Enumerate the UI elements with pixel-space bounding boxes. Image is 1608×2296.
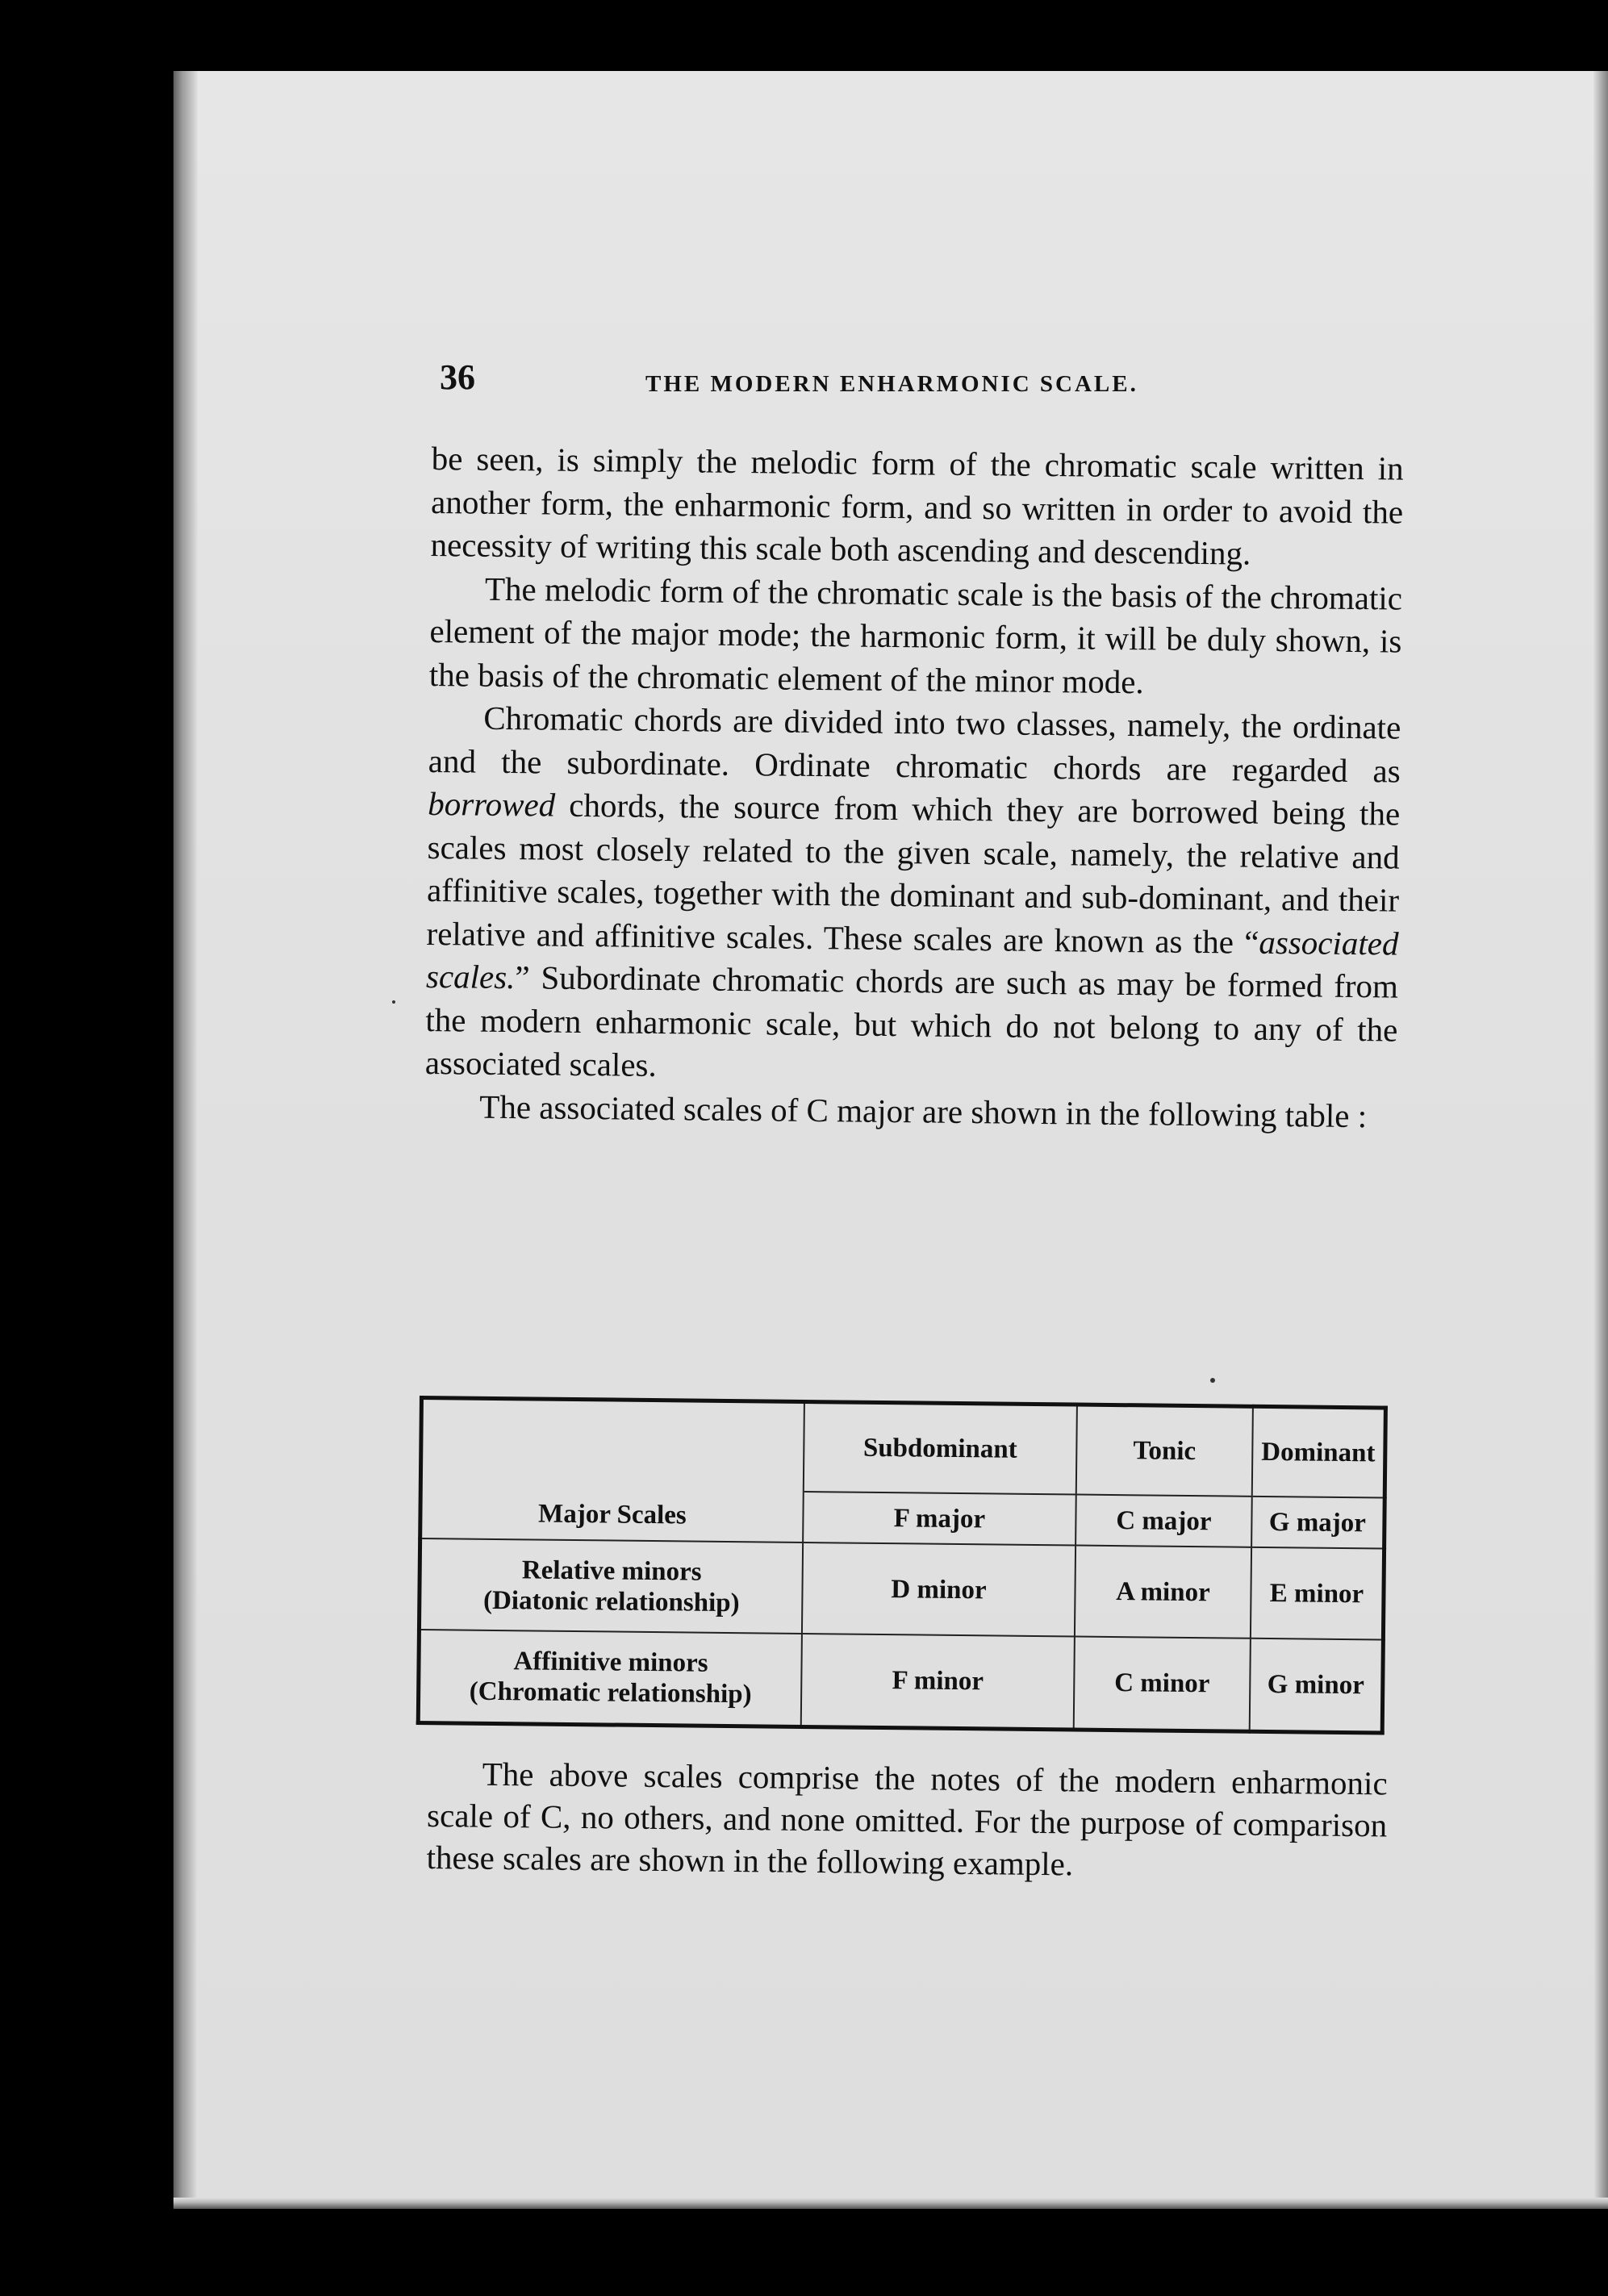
row-label-line-2: (Diatonic relationship) <box>482 1585 740 1618</box>
page-binding-edge <box>173 71 198 2209</box>
column-header-dominant: Dominant <box>1252 1406 1386 1497</box>
closing-text <box>426 1752 1388 1888</box>
row-label-line-1: Affinitive minors <box>513 1647 708 1678</box>
column-header-tonic: Tonic <box>1076 1405 1253 1497</box>
row-label-major-scales <box>420 1488 804 1542</box>
table-cell: E minor <box>1251 1547 1385 1640</box>
table-cell: C major <box>1075 1495 1252 1547</box>
body-text <box>424 437 1404 1138</box>
emphasis-borrowed: borrowed <box>428 784 556 824</box>
table-cell: F major <box>803 1492 1076 1546</box>
paragraph-3-part-c: ” Subordinate chromatic chords are such as may be formed from the modern enharmonic scale, but which do not belong to any of the associated scales. <box>424 958 1399 1083</box>
page-bottom-edge <box>173 2198 1608 2209</box>
row-label-line-2: (Chromatic relationship) <box>469 1676 752 1709</box>
row-label-line-1: Major Scales <box>537 1499 687 1530</box>
scan-speck <box>1210 1378 1215 1383</box>
table-cell: A minor <box>1075 1546 1251 1639</box>
paragraph-3 <box>425 696 1401 1095</box>
emphasis-associated-scales: associated scales. <box>425 923 1399 996</box>
table-header-row <box>420 1398 1385 1498</box>
table-cell: G minor <box>1250 1639 1384 1733</box>
page-right-edge <box>1593 71 1608 2209</box>
paragraph-3-part-a: Chromatic chords are divided into two classes, namely, the ordinate and the subordinate. Ordinate chromatic chords are regarded as <box>428 699 1401 790</box>
table-cell: D minor <box>802 1542 1075 1637</box>
table-cell: C minor <box>1074 1637 1251 1731</box>
page-number: 36 <box>440 357 475 397</box>
running-title: THE MODERN ENHARMONIC SCALE. <box>645 371 1138 397</box>
running-header <box>440 357 1400 405</box>
associated-scales-table-wrap <box>416 1396 1388 1735</box>
paragraph-1: be seen, is simply the melodic form of the chromatic scale written in another form, the enharmonic form, and so written in order to avoid the necessity of writing this scale both ascending and descending. <box>430 439 1404 572</box>
column-header-subdominant: Subdominant <box>804 1401 1077 1494</box>
row-label-line-1: Relative minors <box>521 1555 702 1587</box>
scan-speck <box>392 1000 395 1004</box>
table-row <box>419 1538 1384 1640</box>
paragraph-4: The associated scales of C major are shown in the following table : <box>479 1087 1368 1134</box>
paragraph-5: The above scales comprise the notes of the modern enharmonic scale of C, no others, and none omitted. For the purpose of comparison these scales are shown in the following example. <box>426 1755 1388 1883</box>
row-label-affinitive-minors <box>418 1630 802 1726</box>
row-label-relative-minors <box>419 1538 803 1634</box>
table-corner-cell <box>420 1398 804 1492</box>
table-cell: F minor <box>801 1634 1075 1730</box>
paragraph-2: The melodic form of the chromatic scale is the basis of the chromatic element of the major mode; the harmonic form, it will be duly shown, is the basis of the chromatic element of the minor mode. <box>428 570 1403 700</box>
table-row <box>418 1630 1383 1733</box>
table-cell: G major <box>1251 1497 1385 1549</box>
associated-scales-table <box>416 1396 1388 1735</box>
paragraph-3-part-b: chords, the source from which they are borrowed being the scales most closely related to the given scale, namely, the relative and affinitive scales, together with the dominant and sub-dominant, and their relative and affinitive scales. These scales are known as the “ <box>426 786 1401 961</box>
